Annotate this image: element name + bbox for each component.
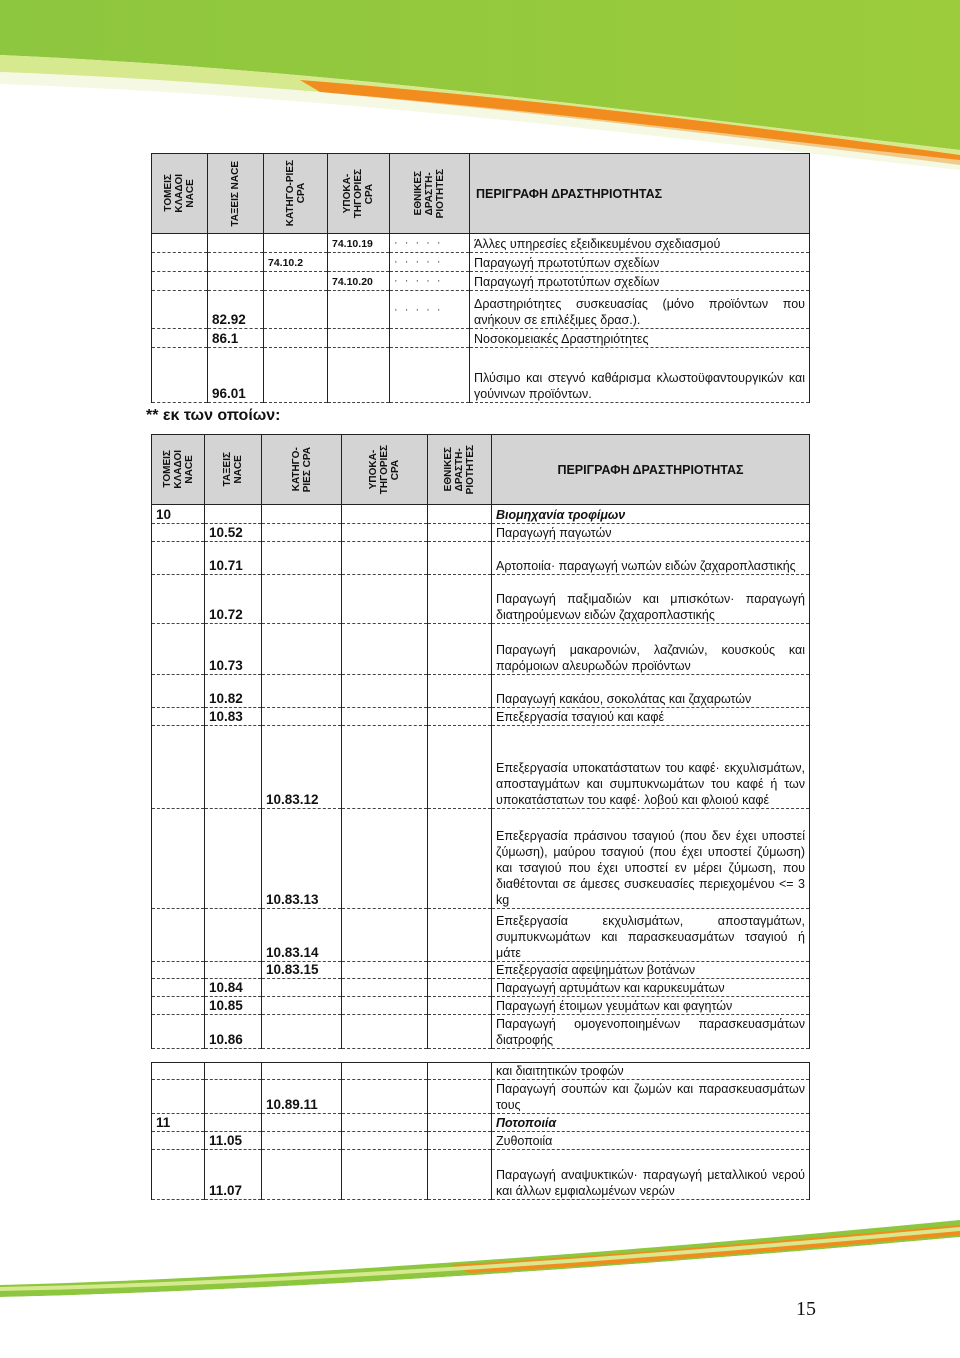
cpa-code-cell <box>262 1080 342 1114</box>
nace-code-cell <box>205 1063 262 1080</box>
activity-description: Νοσοκομειακές Δραστηριότητες <box>474 332 649 346</box>
nace-code-cell <box>205 809 262 909</box>
subcategory-code-cell <box>342 1114 428 1132</box>
activity-description-cell <box>470 348 810 403</box>
table-row <box>152 675 810 708</box>
nace-code-cell <box>208 272 264 291</box>
table-row <box>152 505 810 524</box>
sector-code-cell <box>152 542 205 575</box>
sector-code-cell <box>152 708 205 726</box>
header-national: ΕΘΝΙΚΕΣ ΔΡΑΣΤΗ- ΡΙΟΤΗΤΕΣ <box>413 168 446 219</box>
sector-code-cell <box>152 348 208 403</box>
header-cpa: ΚΑΤΗΓΟ-ΡΙΕΣ CPA <box>284 160 307 227</box>
activity-description: Παραγωγή παγωτών <box>496 526 612 540</box>
nace-code-cell <box>208 234 264 253</box>
subcategory-code-cell <box>342 505 428 524</box>
nace-code-cell <box>205 524 262 542</box>
activity-description: Επεξεργασία τσαγιού και καφέ <box>496 710 665 724</box>
activity-description: Παραγωγή κακάου, σοκολάτας και ζαχαρωτών <box>496 692 752 706</box>
activities-table-1 <box>151 153 810 403</box>
nace-code-cell <box>205 1114 262 1132</box>
nace-code: 10.86 <box>209 1032 243 1047</box>
nace-code-cell <box>205 505 262 524</box>
cpa-code-cell <box>264 291 328 329</box>
nace-code: 10.72 <box>209 607 243 622</box>
activity-description-cell <box>492 1150 810 1200</box>
national-activity: · · · · · <box>394 237 443 249</box>
national-activity-cell <box>390 348 470 403</box>
header-subcat: ΥΠΟΚΑ- ΤΗΓΟΡΙΕΣ CPA <box>342 168 375 219</box>
cpa-code-cell <box>262 624 342 675</box>
cpa-code-cell <box>262 1132 342 1150</box>
nace-code-cell <box>208 253 264 272</box>
sector-code-cell <box>152 979 205 997</box>
table-row <box>152 329 810 348</box>
subcategory-code-cell <box>328 291 390 329</box>
subcategory-code-cell <box>328 272 390 291</box>
cpa-code-cell <box>262 524 342 542</box>
activity-description: Επεξεργασία αφεψημάτων βοτάνων <box>496 963 696 977</box>
national-activity-cell <box>428 809 492 909</box>
subcategory-code-cell <box>342 997 428 1015</box>
activity-description: Βιομηχανία τροφίμων <box>496 508 626 522</box>
national-activity-cell <box>428 505 492 524</box>
cpa-code: 10.83.13 <box>266 892 319 907</box>
header-description: ΠΕΡΙΓΡΑΦΗ ΔΡΑΣΤΗΡΙΟΤΗΤΑΣ <box>476 186 663 201</box>
activity-description: Επεξεργασία εκχυλισμάτων, αποσταγμάτων, συμπυκνωμάτων και παρασκευασμάτων τσαγιού ή μάτε <box>496 914 805 960</box>
header-cpa: ΚΑΤΗΓΟ- ΡΙΕΣ CPA <box>290 446 313 493</box>
national-activity-cell <box>428 1063 492 1080</box>
national-activity-cell <box>390 253 470 272</box>
national-activity-cell <box>428 524 492 542</box>
national-activity-cell <box>428 909 492 962</box>
cpa-code-cell <box>262 1015 342 1049</box>
table-row <box>152 708 810 726</box>
activities-table-3 <box>151 1062 810 1200</box>
nace-code-cell <box>205 1080 262 1114</box>
sector-code-cell <box>152 1080 205 1114</box>
cpa-code-cell <box>262 997 342 1015</box>
table-row <box>152 291 810 329</box>
activity-description: Ποτοποιία <box>496 1116 557 1130</box>
subcategory-code-cell <box>342 575 428 624</box>
cpa-code-cell <box>264 234 328 253</box>
nace-code-cell <box>205 726 262 809</box>
cpa-code-cell <box>262 909 342 962</box>
nace-code: 10.84 <box>209 980 243 995</box>
table-row <box>152 1063 810 1080</box>
national-activity-cell <box>428 1132 492 1150</box>
nace-code: 10.71 <box>209 558 243 573</box>
table-row <box>152 624 810 675</box>
cpa-code-cell <box>262 1114 342 1132</box>
table-row <box>152 1150 810 1200</box>
activity-description: Παραγωγή πρωτοτύπων σχεδίων <box>474 275 660 289</box>
page-number: 15 <box>796 1298 816 1320</box>
national-activity-cell <box>428 575 492 624</box>
subcategory-code: 74.10.19 <box>332 238 373 250</box>
subcategory-code-cell <box>342 962 428 979</box>
activity-description-cell <box>492 979 810 997</box>
sector-code-cell <box>152 624 205 675</box>
cpa-code-cell <box>262 575 342 624</box>
cpa-code-cell <box>262 675 342 708</box>
note-text: ** εκ των οποίων: <box>146 407 281 424</box>
activity-description: Επεξεργασία υποκατάστατων του καφέ· εκχυλισμάτων, αποσταγμάτων και συμπυκνωμάτων του καφέ ή των υποκατάστατων του καφέ· λοβού και φλοιού καφέ <box>496 761 805 807</box>
nace-code: 10.83 <box>209 709 243 724</box>
header-national: ΕΘΝΙΚΕΣ ΔΡΑΣΤΗ- ΡΙΟΤΗΤΕΣ <box>443 444 476 495</box>
cpa-code-cell <box>262 1150 342 1200</box>
cpa-code: 10.83.12 <box>266 792 319 807</box>
subcategory-code-cell <box>342 726 428 809</box>
sector-code: 10 <box>156 507 172 522</box>
nace-code: 10.52 <box>209 525 243 540</box>
activity-description-cell <box>492 1015 810 1049</box>
subcategory-code-cell <box>328 234 390 253</box>
nace-code-cell <box>205 1150 262 1200</box>
table-row <box>152 1132 810 1150</box>
nace-code: 11.07 <box>209 1183 243 1198</box>
sector-code-cell <box>152 291 208 329</box>
national-activity-cell <box>390 291 470 329</box>
nace-code-cell <box>205 675 262 708</box>
subcategory-code-cell <box>342 909 428 962</box>
national-activity-cell <box>428 542 492 575</box>
cpa-code-cell <box>262 542 342 575</box>
activity-description-cell <box>470 234 810 253</box>
activity-description: Παραγωγή αναψυκτικών· παραγωγή μεταλλικού νερού και άλλων εμφιαλωμένων νερών <box>496 1168 805 1198</box>
subcategory-code-cell <box>342 1150 428 1200</box>
activities-table-2 <box>151 434 810 1049</box>
cpa-code-cell <box>262 809 342 909</box>
table-row <box>152 524 810 542</box>
activity-description: Δραστηριότητες συσκευασίας (μόνο προϊόντων που ανήκουν σε επιλέξιμες δρασ.). <box>474 297 805 327</box>
activity-description-cell <box>470 291 810 329</box>
nace-code: 10.82 <box>209 691 243 706</box>
cpa-code: 10.89.11 <box>266 1097 318 1112</box>
subcategory-code-cell <box>328 348 390 403</box>
sector-code-cell <box>152 505 205 524</box>
national-activity-cell <box>428 1150 492 1200</box>
sector-code-cell <box>152 234 208 253</box>
header-description: ΠΕΡΙΓΡΑΦΗ ΔΡΑΣΤΗΡΙΟΤΗΤΑΣ <box>557 462 744 477</box>
table-row <box>152 1080 810 1114</box>
nace-code-cell <box>208 348 264 403</box>
subcategory-code-cell <box>342 524 428 542</box>
table-row <box>152 1015 810 1049</box>
table-row <box>152 253 810 272</box>
activity-description-cell <box>470 329 810 348</box>
national-activity-cell <box>428 624 492 675</box>
sector-code: 11 <box>156 1115 171 1130</box>
subcategory-code: 74.10.20 <box>332 276 373 288</box>
nace-code-cell <box>205 575 262 624</box>
sector-code-cell <box>152 1150 205 1200</box>
table-row <box>152 1114 810 1132</box>
national-activity: · · · · · <box>394 275 443 287</box>
cpa-code-cell <box>262 708 342 726</box>
cpa-code-cell <box>264 348 328 403</box>
nace-code-cell <box>205 624 262 675</box>
nace-code-cell <box>205 997 262 1015</box>
national-activity-cell <box>428 962 492 979</box>
activity-description-cell <box>492 708 810 726</box>
subcategory-code-cell <box>342 1015 428 1049</box>
nace-code: 86.1 <box>212 331 239 346</box>
nace-code-cell <box>205 542 262 575</box>
table-row <box>152 726 810 809</box>
table-header <box>152 154 810 234</box>
subcategory-code-cell <box>328 253 390 272</box>
cpa-code: 10.83.14 <box>266 945 319 960</box>
activity-description-cell <box>492 1080 810 1114</box>
activity-description-cell <box>470 253 810 272</box>
nace-code-cell <box>208 329 264 348</box>
cpa-code-cell <box>264 253 328 272</box>
cpa-code-cell <box>264 329 328 348</box>
bottom-banner <box>0 1215 960 1358</box>
activity-description-cell <box>492 624 810 675</box>
table-row <box>152 575 810 624</box>
national-activity-cell <box>390 329 470 348</box>
national-activity-cell <box>428 997 492 1015</box>
subcategory-code-cell <box>342 1080 428 1114</box>
activity-description-cell <box>492 675 810 708</box>
subcategory-code-cell <box>342 1132 428 1150</box>
subcategory-code-cell <box>342 675 428 708</box>
table-header <box>152 435 810 505</box>
activity-description: Παραγωγή ομογενοποιημένων παρασκευασμάτων διατροφής <box>496 1017 805 1047</box>
sector-code-cell <box>152 1015 205 1049</box>
sector-code-cell <box>152 1132 205 1150</box>
nace-code: 10.85 <box>209 998 243 1013</box>
sector-code-cell <box>152 272 208 291</box>
subcategory-code-cell <box>342 624 428 675</box>
sector-code-cell <box>152 1114 205 1132</box>
sector-code-cell <box>152 253 208 272</box>
activity-description: Παραγωγή έτοιμων γευμάτων και φαγητών <box>496 999 733 1013</box>
nace-code-cell <box>205 1132 262 1150</box>
national-activity: · · · · · <box>394 256 443 268</box>
activity-description: Παραγωγή μακαρονιών, λαζανιών, κουσκούς και παρόμοιων αλευρωδών προϊόντων <box>496 643 805 673</box>
activity-description-cell <box>470 272 810 291</box>
subcategory-code-cell <box>342 809 428 909</box>
header-nace: ΤΑΞΕΙΣ NACE <box>230 160 241 227</box>
cpa-code: 10.83.15 <box>266 962 319 977</box>
header-sector: ΤΟΜΕΙΣ ΚΛΑΔΟΙ NACE <box>161 450 195 489</box>
national-activity-cell <box>428 675 492 708</box>
activity-description: Επεξεργασία πράσινου τσαγιού (που δεν έχει υποστεί ζύμωση), μαύρου τσαγιού (που έχει υποστεί ζύμωση) και τσαγιού που έχει υποστεί εν μέρει ζύμωση, που διαθέτονται σε άμεσες συσκευασίες περιεχομένου <= 3 kg <box>496 829 805 907</box>
activity-description-cell <box>492 1114 810 1132</box>
nace-code-cell <box>205 962 262 979</box>
activity-description: Άλλες υπηρεσίες εξειδικευμένου σχεδιασμού <box>474 237 721 251</box>
table-row <box>152 348 810 403</box>
nace-code-cell <box>205 708 262 726</box>
sector-code-cell <box>152 962 205 979</box>
table-row <box>152 979 810 997</box>
table-row <box>152 909 810 962</box>
nace-code-cell <box>208 291 264 329</box>
sector-code-cell <box>152 809 205 909</box>
cpa-code-cell <box>262 979 342 997</box>
activity-description-cell <box>492 962 810 979</box>
activity-description: Παραγωγή πρωτοτύπων σχεδίων <box>474 256 660 270</box>
cpa-code-cell <box>262 505 342 524</box>
activity-description: Παραγωγή αρτυμάτων και καρυκευμάτων <box>496 981 725 995</box>
sector-code-cell <box>152 726 205 809</box>
header-sector: ΤΟΜΕΙΣ ΚΛΑΔΟΙ NACE <box>163 174 196 213</box>
table-row <box>152 809 810 909</box>
sector-code-cell <box>152 575 205 624</box>
national-activity-cell <box>428 1114 492 1132</box>
activity-description-cell <box>492 1063 810 1080</box>
national-activity-cell <box>428 1080 492 1114</box>
subcategory-code-cell <box>342 1063 428 1080</box>
national-activity-cell <box>428 1015 492 1049</box>
nace-code: 11.05 <box>209 1133 243 1148</box>
table-row <box>152 542 810 575</box>
national-activity-cell <box>390 272 470 291</box>
activity-description-cell <box>492 575 810 624</box>
header-subcat: ΥΠΟΚΑ- ΤΗΓΟΡΙΕΣ CPA <box>368 444 401 495</box>
activity-description-cell <box>492 909 810 962</box>
cpa-code-cell <box>262 726 342 809</box>
sector-code-cell <box>152 909 205 962</box>
national-activity-cell <box>390 234 470 253</box>
cpa-code-cell <box>262 1063 342 1080</box>
activity-description-cell <box>492 505 810 524</box>
sector-code-cell <box>152 329 208 348</box>
activity-description-cell <box>492 542 810 575</box>
header-nace: ΤΑΞΕΙΣ NACE <box>222 452 244 487</box>
sector-code-cell <box>152 1063 205 1080</box>
activity-description: και διαιτητικών τροφών <box>496 1064 624 1078</box>
activity-description-cell <box>492 1132 810 1150</box>
table-row <box>152 272 810 291</box>
nace-code: 10.73 <box>209 658 243 673</box>
national-activity: · · · · · <box>394 303 443 316</box>
activity-description: Παραγωγή σουπών και ζωμών και παρασκευασμάτων τους <box>496 1082 805 1112</box>
national-activity-cell <box>428 726 492 809</box>
nace-code-cell <box>205 909 262 962</box>
activity-description-cell <box>492 524 810 542</box>
sector-code-cell <box>152 997 205 1015</box>
subcategory-code-cell <box>342 708 428 726</box>
nace-code: 96.01 <box>212 386 246 401</box>
table-row <box>152 962 810 979</box>
activity-description: Παραγωγή παξιμαδιών και μπισκότων· παραγωγή διατηρούμενων ειδών ζαχαροπλαστικής <box>496 592 805 622</box>
national-activity-cell <box>428 979 492 997</box>
subcategory-code-cell <box>328 329 390 348</box>
table-row <box>152 997 810 1015</box>
cpa-code-cell <box>264 272 328 291</box>
sector-code-cell <box>152 524 205 542</box>
nace-code-cell <box>205 1015 262 1049</box>
sector-code-cell <box>152 675 205 708</box>
nace-code: 82.92 <box>212 312 246 327</box>
cpa-code: 74.10.2 <box>268 257 304 269</box>
nace-code-cell <box>205 979 262 997</box>
top-banner <box>0 0 960 170</box>
national-activity-cell <box>428 708 492 726</box>
activity-description-cell <box>492 997 810 1015</box>
activity-description: Πλύσιμο και στεγνό καθάρισμα κλωστοϋφαντουργικών και γούνινων προϊόντων. <box>474 371 805 401</box>
subcategory-code-cell <box>342 979 428 997</box>
activity-description-cell <box>492 726 810 809</box>
activity-description: Ζυθοποιία <box>496 1134 553 1148</box>
activity-description-cell <box>492 809 810 909</box>
cpa-code-cell <box>262 962 342 979</box>
subcategory-code-cell <box>342 542 428 575</box>
table-row <box>152 234 810 253</box>
activity-description: Αρτοποιία· παραγωγή νωπών ειδών ζαχαροπλαστικής <box>496 559 796 573</box>
